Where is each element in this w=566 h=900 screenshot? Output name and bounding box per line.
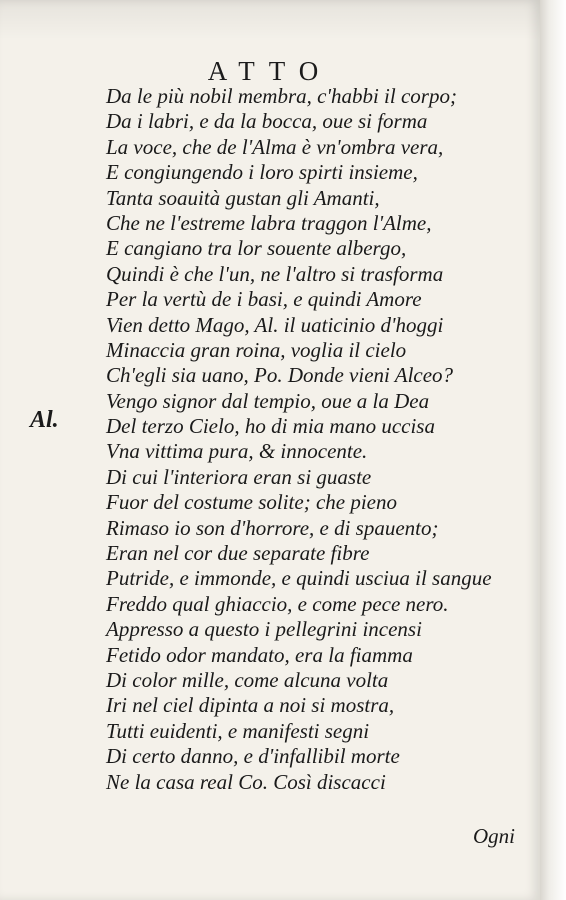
- page-edge: [540, 0, 566, 900]
- verse-line: Di color mille, come alcuna volta: [106, 667, 389, 692]
- verse-line: Eran nel cor due separate fibre: [106, 541, 370, 566]
- verse-line: Minaccia gran roina, voglia il cielo: [106, 337, 407, 362]
- verse-line: Ne la casa real Co. Così discacci: [106, 769, 386, 794]
- verse-line: Ch'egli sia uano, Po. Donde vieni Alceo?: [106, 363, 454, 388]
- verse-line: Freddo qual ghiaccio, e come pece nero.: [106, 591, 449, 616]
- verse-line: Da le più nobil membra, c'habbi il corpo;: [106, 84, 457, 108]
- running-head: ATTO: [207, 56, 333, 86]
- verse-line: Vengo signor dal tempio, oue a la Dea: [106, 388, 430, 413]
- verse-line: Rimaso io son d'horrore, e di spauento;: [106, 515, 439, 540]
- speaker-label: Al.: [30, 407, 59, 433]
- verse-line: Appresso a questo i pellegrini incensi: [106, 617, 422, 642]
- verse-line: Di cui l'interiora eran si guaste: [106, 464, 372, 489]
- verse-line: Iri nel ciel dipinta a noi si mostra,: [106, 693, 395, 718]
- verse-line: Vna vittima pura, & innocente.: [106, 439, 368, 464]
- verse-line: Del terzo Cielo, ho di mia mano uccisa: [106, 414, 435, 439]
- verse-text: [106, 84, 492, 795]
- verse-line: Fetido odor mandato, era la fiamma: [106, 642, 413, 667]
- verse-line: Vien detto Mago, Al. il uaticinio d'hoggi: [106, 312, 444, 337]
- verse-line: Fuor del costume solite; che pieno: [106, 490, 398, 515]
- verse-line: Quindi è che l'un, ne l'altro si trasforma: [106, 261, 444, 286]
- verse-line: Tutti euidenti, e manifesti segni: [106, 718, 370, 743]
- catchword: Ogni: [473, 824, 515, 848]
- verse-line: Tanta soauità gustan gli Amanti,: [106, 185, 380, 210]
- verse-line: La voce, che de l'Alma è vn'ombra vera,: [106, 134, 444, 159]
- verse-line: E congiungendo i loro spirti insieme,: [106, 160, 418, 185]
- verse-line: Che ne l'estreme labra traggon l'Alme,: [106, 210, 432, 235]
- verse-line: Da i labri, e da la bocca, oue si forma: [106, 109, 428, 134]
- verse-line: Per la vertù de i basi, e quindi Amore: [106, 287, 422, 312]
- verse-line: Putride, e immonde, e quindi usciua il sangue: [106, 566, 492, 591]
- verse-line: E cangiano tra lor souente albergo,: [106, 236, 407, 261]
- page-shadow: [0, 0, 540, 40]
- verse-line: Di certo danno, e d'infallibil morte: [106, 744, 400, 769]
